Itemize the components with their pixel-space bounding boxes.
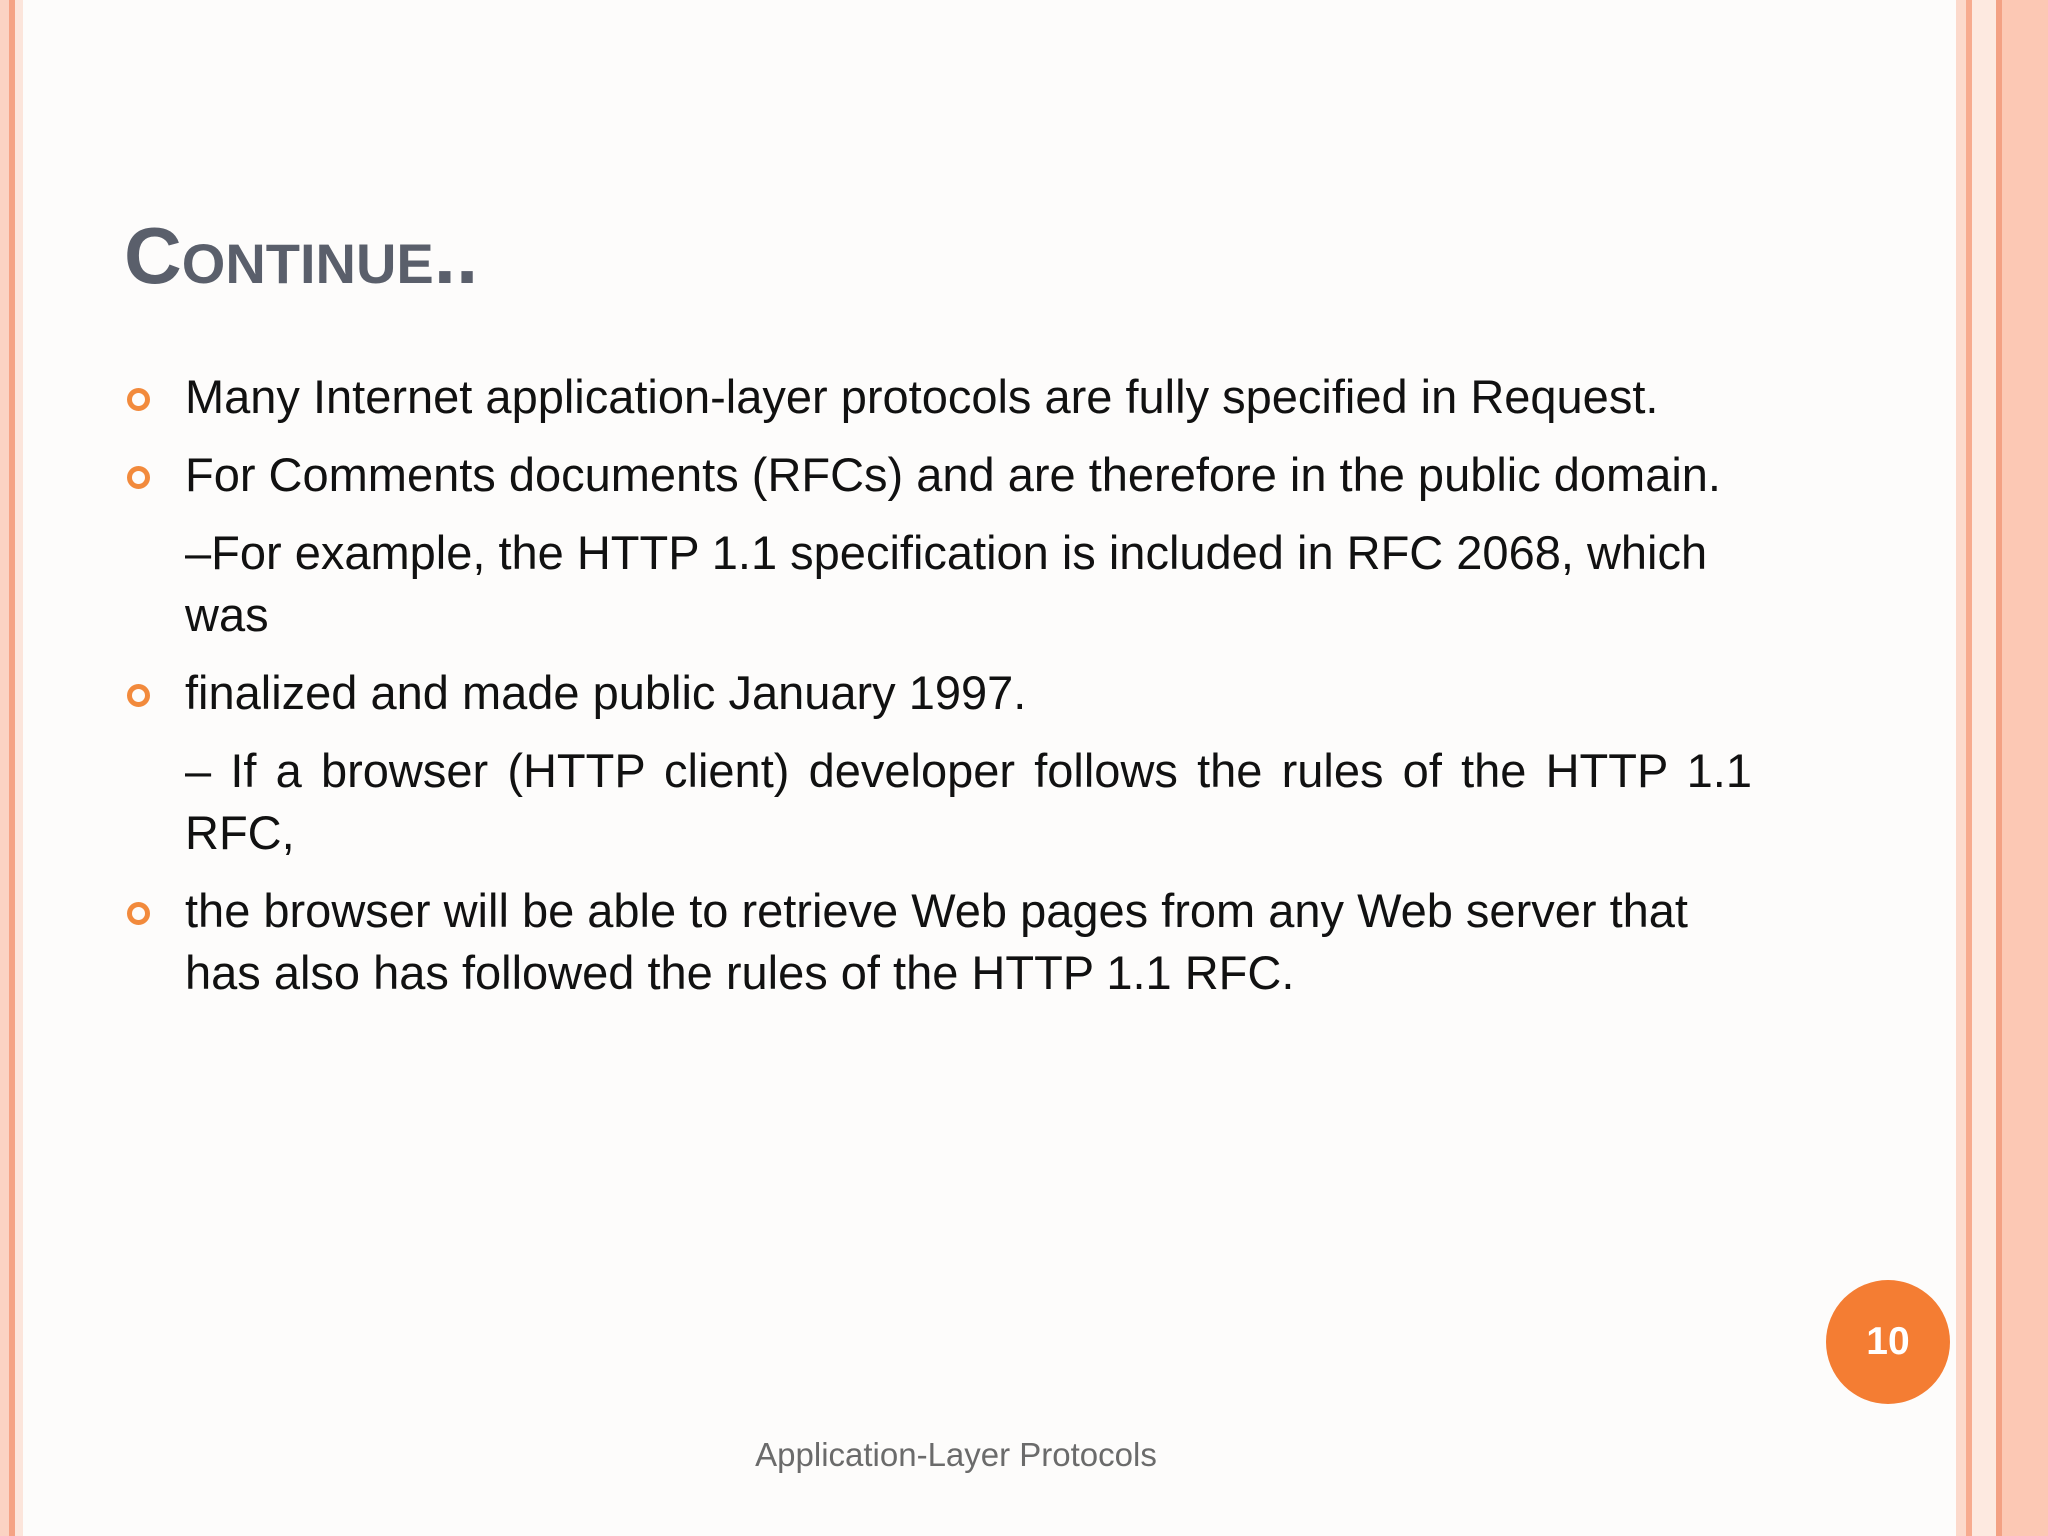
- bullet-text: the browser will be able to retrieve Web pages from any Web server that has also has followed the rules of the HTTP 1.1 RFC.: [185, 884, 1688, 999]
- page-number: 10: [1866, 1320, 1910, 1363]
- sub-item-text: – If a browser (HTTP client) developer follows the rules of the HTTP 1.1 RFC,: [185, 744, 1752, 859]
- slide-footer: Application-Layer Protocols: [755, 1436, 1157, 1473]
- bullet-text: For Comments documents (RFCs) and are therefore in the public domain.: [185, 448, 1721, 501]
- bullet-item: [124, 444, 1752, 506]
- right-border-stripe: [1956, 0, 1966, 1536]
- circle-bullet-icon: [127, 684, 150, 707]
- bullet-text: finalized and made public January 1997.: [185, 666, 1027, 719]
- left-border-stripe: [0, 0, 9, 1536]
- bullet-item: [124, 880, 1752, 1004]
- sub-item: [124, 522, 1752, 646]
- bullet-text: Many Internet application-layer protocols are fully specified in Request.: [185, 370, 1659, 423]
- bullet-item: [124, 366, 1752, 428]
- right-border-stripe: [2002, 0, 2048, 1536]
- circle-bullet-icon: [127, 388, 150, 411]
- left-border-stripe: [15, 0, 23, 1536]
- slide-title: Continue..: [124, 211, 479, 300]
- page-number-badge: [1826, 1280, 1950, 1404]
- right-border-stripe: [1972, 0, 1996, 1536]
- circle-bullet-icon: [127, 902, 150, 925]
- bullet-item: [124, 662, 1752, 724]
- sub-item: [124, 740, 1752, 864]
- slide-body: [124, 366, 1752, 1020]
- circle-bullet-icon: [127, 466, 150, 489]
- sub-item-text: –For example, the HTTP 1.1 specification is included in RFC 2068, which was: [185, 526, 1708, 641]
